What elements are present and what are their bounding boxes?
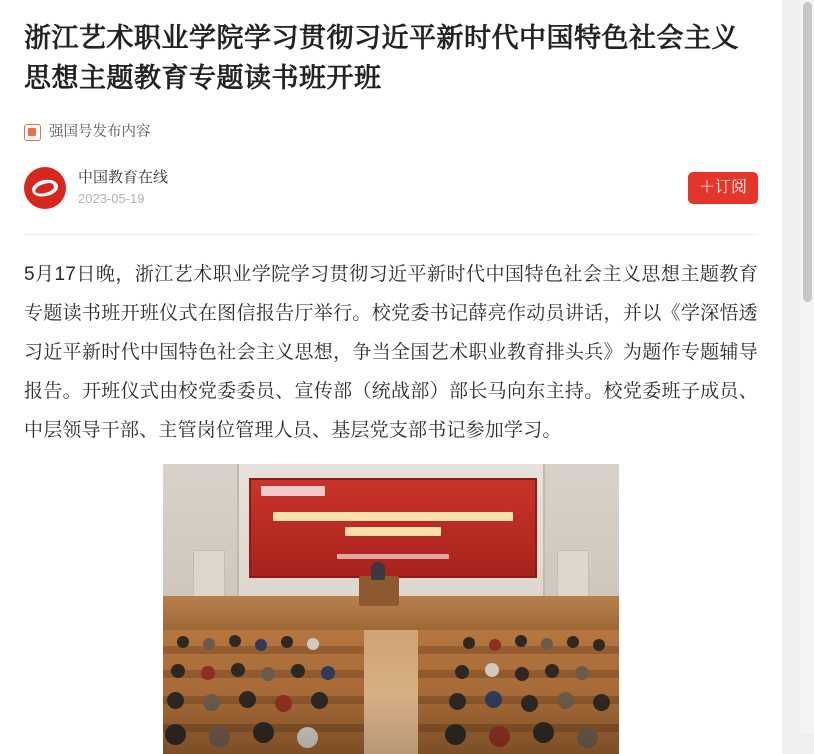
scrollbar-thumb[interactable] (803, 2, 812, 302)
subscribe-button[interactable]: ＋订阅 (688, 172, 758, 204)
screen-line-1 (273, 512, 513, 521)
photo-speaker (371, 562, 385, 580)
source-name[interactable]: 中国教育在线 (78, 169, 169, 186)
photo-side-panel-left (193, 550, 225, 602)
screen-header-strip (261, 486, 325, 496)
publish-date: 2023-05-19 (78, 191, 145, 206)
screen-line-2 (345, 527, 441, 536)
page-title: 浙江艺术职业学院学习贯彻习近平新时代中国特色社会主义思想主题教育专题读书班开班 (24, 23, 739, 93)
scrollbar[interactable] (800, 0, 814, 734)
badge-label: 强国号发布内容 (49, 124, 151, 140)
article-body: 5月17日晚，浙江艺术职业学院学习贯彻习近平新时代中国特色社会主义思想主题教育专题读书班开班仪式在图信报告厅举行。校党委书记薛亮作动员讲话，并以《学深悟透习近平新时代中国特色社会主义思想，争当全国艺术职业教育排头兵》为题作专题辅导报告。开班仪式由校党委委员、宣传部（统战部）部长马向东主持。校党委班子成员、中层领导干部、主管岗位管理人员、基层党支部书记参加学习。 (24, 264, 758, 441)
avatar-swoosh-icon (34, 182, 55, 195)
source-meta (78, 167, 688, 209)
photo-side-panel-right (557, 550, 589, 602)
avatar[interactable] (24, 167, 66, 209)
article-image (163, 464, 619, 754)
photo-vignette (163, 694, 619, 754)
screen-line-3 (337, 554, 449, 559)
photo-podium (359, 576, 399, 606)
status-badge (24, 122, 758, 142)
strong-nation-badge-icon (24, 124, 41, 141)
source-row (24, 164, 758, 212)
photo-stage-screen (249, 478, 537, 578)
